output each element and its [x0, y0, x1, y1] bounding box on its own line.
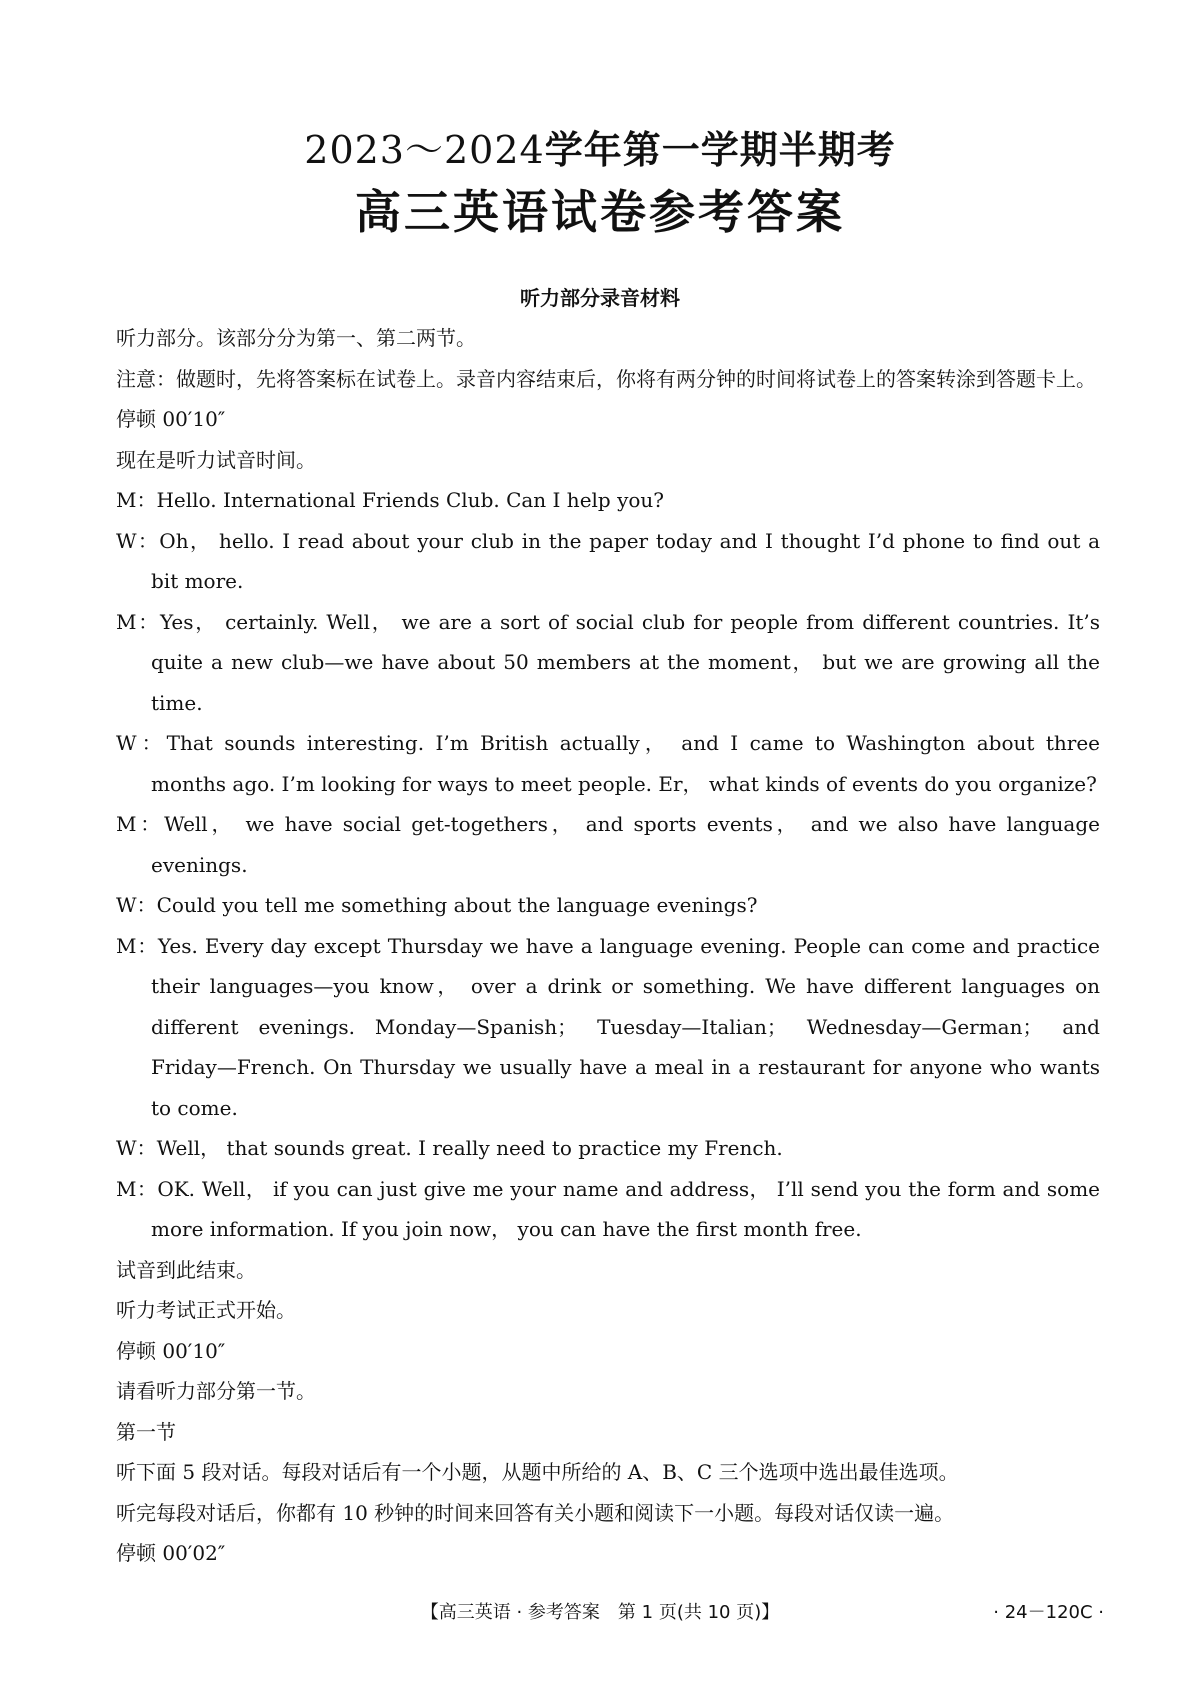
- instruction-line: 试音到此结束。: [116, 1257, 256, 1282]
- dialogue-line: [116, 480, 1100, 521]
- instruction-line: 听力考试正式开始。: [116, 1298, 296, 1322]
- dialogue-line: [116, 723, 1100, 804]
- dialogue-text: Yes. Every day except Thursday we have a language evening. People can come and practice their languages—you know， over a drink or something. We have different languages on different evenings. Monday—Spanish； Tuesday—Italian； Wednesday—German； and Friday—French. On Thursday we usually have a meal in a restaurant for anyone who wants to come.: [151, 933, 1100, 1120]
- speaker-label: M：: [116, 488, 157, 512]
- dialogue-line: [116, 804, 1100, 885]
- speaker-label: M：: [116, 933, 158, 958]
- speaker-label: W：: [116, 528, 160, 553]
- term-label: 学年第一学期半期考: [544, 127, 896, 172]
- dialogue-text: Well， that sounds great. I really need to practice my French.: [156, 1136, 783, 1160]
- speaker-label: W：: [116, 731, 167, 755]
- instruction-line: 停顿 00′10″: [116, 407, 226, 431]
- speaker-label: M：: [116, 812, 165, 836]
- dialogue-text: Oh， hello. I read about your club in the paper today and I thought I’d phone to find out a bit more.: [151, 528, 1100, 593]
- instruction-line: 停顿 00′10″: [116, 1338, 226, 1363]
- dialogue-text: Yes， certainly. Well， we are a sort of social club for people from different countries. It’s quite a new club—we have about 50 members at the moment， but we are growing all the time.: [151, 609, 1100, 715]
- dialogue-text: Hello. International Friends Club. Can I help you?: [156, 488, 665, 512]
- speaker-label: M：: [116, 1176, 158, 1201]
- instruction-line: 现在是听力试音时间。: [116, 447, 316, 472]
- dialogue-text: OK. Well， if you can just give me your name and address， I’ll send you the form and some more information. If you join now， you can have the first month free.: [151, 1176, 1100, 1241]
- dialogue-line: [116, 885, 1100, 926]
- dialogue-line: [116, 1128, 1100, 1169]
- instruction-line: 请看听力部分第一节。: [116, 1379, 316, 1403]
- dialogue-text: Well， we have social get-togethers， and sports events， and we also have language evenings.: [151, 812, 1100, 877]
- dialogue-line: [116, 521, 1100, 602]
- dialogue-line: [116, 602, 1100, 724]
- instruction-line: 听力部分。该部分分为第一、第二两节。: [116, 326, 476, 350]
- footer-paper-code: · 24－120C ·: [993, 1602, 1104, 1623]
- footer-page-info: 【高三英语 · 参考答案 第 1 页(共 10 页)】: [420, 1602, 780, 1623]
- speaker-label: W：: [116, 893, 157, 917]
- instruction-line: 注意：做题时，先将答案标在试卷上。录音内容结束后，你将有两分钟的时间将试卷上的答案转涂到答题卡上。: [116, 366, 1096, 391]
- dialogue-line: [116, 1169, 1100, 1250]
- page-title-line2: 高三英语试卷参考答案: [355, 185, 845, 239]
- dialogue-text: That sounds interesting. I’m British actually， and I came to Washington about three months ago. I’m looking for ways to meet people. Er， what kinds of events do you organize?: [151, 731, 1100, 796]
- dialogue-line: [116, 926, 1100, 1129]
- school-year: 2023～2024: [304, 128, 545, 172]
- dialogue-text: Could you tell me something about the language evenings?: [156, 893, 758, 917]
- instruction-line: 第一节: [116, 1419, 176, 1444]
- instruction-line: 听下面 5 段对话。每段对话后有一个小题，从题中所给的 A、B、C 三个选项中选出最佳选项。: [116, 1460, 959, 1484]
- page-title-line1: [0, 124, 1200, 176]
- transcript-body: [116, 318, 1100, 1574]
- instruction-line: 停顿 00′02″: [116, 1541, 226, 1565]
- speaker-label: W：: [116, 1136, 157, 1160]
- instruction-line: 听完每段对话后，你都有 10 秒钟的时间来回答有关小题和阅读下一小题。每段对话仅读一遍。: [116, 1500, 955, 1525]
- speaker-label: M：: [116, 609, 160, 634]
- section-heading: 听力部分录音材料: [520, 286, 680, 310]
- page-footer: [0, 1598, 1200, 1628]
